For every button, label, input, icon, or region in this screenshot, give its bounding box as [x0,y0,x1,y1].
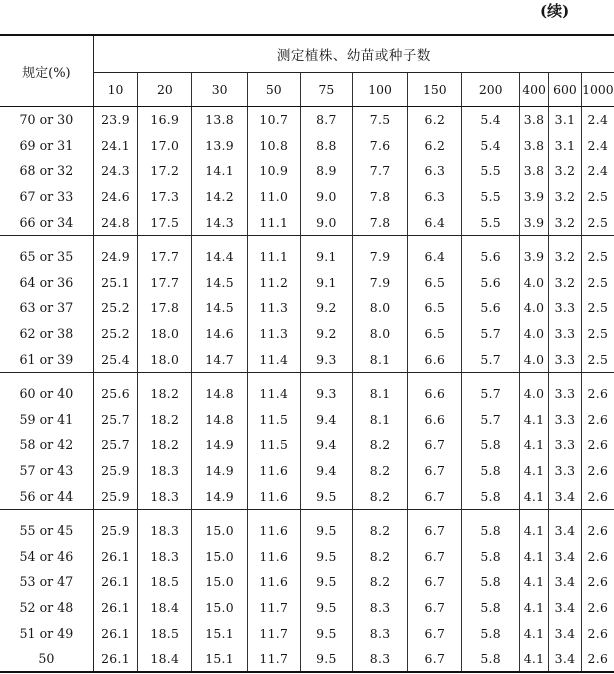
count-header: 20 [138,73,192,107]
table-cell: 6.2 [408,107,462,133]
tolerance-table [0,34,614,673]
table-cell: 7.8 [352,184,407,210]
table-cell: 2.6 [587,599,609,615]
table-cell: 5.4 [462,133,519,159]
table-row [0,569,614,595]
table-cell: 2.4 [587,137,609,153]
table-cell: 6.4 [408,235,462,269]
table-cell: 25.9 [93,509,137,543]
table-cell: 26.1 [93,544,137,570]
table-cell: 3.2 [549,270,582,296]
table-cell: 25.9 [93,483,137,509]
table-cell: 3.4 [549,569,582,595]
table-cell: 3.3 [549,321,582,347]
row-spec: 67 or 33 [0,184,93,210]
row-spec: 51 or 49 [0,620,93,646]
table-cell: 11.3 [247,295,300,321]
count-header: 600 [549,73,582,107]
table-cell: 5.8 [462,432,519,458]
table-cell: 8.3 [352,646,407,673]
table-cell: 18.3 [138,483,192,509]
row-spec: 68 or 32 [0,158,93,184]
row-spec: 52 or 48 [0,595,93,621]
row-spec: 60 or 40 [0,372,93,406]
table-cell: 4.1 [519,646,548,673]
table-cell: 2.4 [587,163,609,179]
table-cell: 11.7 [247,646,300,673]
row-spec: 66 or 34 [0,209,93,235]
row-spec: 61 or 39 [0,346,93,372]
table-cell: 6.7 [408,458,462,484]
table-cell: 13.9 [192,133,247,159]
table-cell: 3.8 [519,133,548,159]
table-row [0,509,614,543]
table-cell: 18.4 [138,646,192,673]
table-cell: 9.3 [300,346,352,372]
table-cell: 3.4 [549,646,582,673]
table-cell: 4.1 [519,544,548,570]
table-cell: 23.9 [93,107,137,133]
table-cell: 3.4 [549,483,582,509]
table-cell: 6.7 [408,544,462,570]
table-cell: 9.0 [300,209,352,235]
table-row [0,107,614,133]
table-cell: 6.7 [408,483,462,509]
table-cell: 26.1 [93,569,137,595]
table-cell: 14.9 [192,483,247,509]
table-cell: 6.5 [408,270,462,296]
table-row [0,235,614,269]
table-cell: 6.7 [408,646,462,673]
table-cell: 25.6 [93,372,137,406]
table-cell: 6.5 [408,321,462,347]
table-cell: 18.4 [138,595,192,621]
table-cell: 2.6 [581,483,614,509]
table-cell: 11.1 [247,235,300,269]
table-cell: 5.8 [462,595,519,621]
table-cell: 6.6 [408,407,462,433]
table-row [0,620,614,646]
table-cell: 10.9 [247,158,300,184]
table-cell: 9.4 [300,407,352,433]
table-cell: 14.8 [192,372,247,406]
table-cell: 24.3 [93,158,137,184]
table-cell: 9.0 [300,184,352,210]
table-cell: 4.1 [519,483,548,509]
table-row [0,321,614,347]
table-cell: 25.7 [93,407,137,433]
table-cell: 14.2 [192,184,247,210]
table-cell: 2.5 [587,249,609,265]
table-cell: 24.6 [93,184,137,210]
count-header: 10 [93,73,137,107]
table-cell: 7.6 [352,133,407,159]
table-cell: 2.6 [587,411,609,427]
table-cell: 5.8 [462,509,519,543]
table-cell: 18.2 [138,372,192,406]
table-cell: 17.7 [138,235,192,269]
table-cell: 8.1 [352,346,407,372]
table-row [0,133,614,159]
table-cell: 2.5 [587,189,609,205]
table-cell: 2.6 [587,523,609,539]
table-cell: 6.2 [408,133,462,159]
table-cell: 9.4 [300,432,352,458]
table-cell: 6.3 [408,184,462,210]
table-cell: 5.5 [462,184,519,210]
table-cell: 4.1 [519,432,548,458]
table-cell: 9.5 [300,620,352,646]
table-cell: 14.3 [192,209,247,235]
table-cell: 3.2 [549,184,582,210]
table-cell: 8.0 [352,295,407,321]
row-spec: 70 or 30 [0,107,93,133]
table-cell: 5.4 [462,107,519,133]
table-cell: 14.1 [192,158,247,184]
table-row [0,158,614,184]
table-row [0,544,614,570]
table-cell: 11.6 [247,509,300,543]
count-header: 1000 [581,73,614,107]
table-cell: 14.5 [192,295,247,321]
table-cell: 9.2 [300,321,352,347]
table-cell: 15.0 [192,544,247,570]
table-cell: 5.8 [462,569,519,595]
table-cell: 25.7 [93,432,137,458]
table-cell: 15.1 [192,620,247,646]
row-spec: 64 or 36 [0,270,93,296]
table-cell: 6.7 [408,509,462,543]
table-cell: 11.4 [247,372,300,406]
row-spec: 55 or 45 [0,509,93,543]
table-cell: 8.7 [300,107,352,133]
table-cell: 4.1 [519,509,548,543]
table-cell: 4.1 [519,569,548,595]
table-row [0,646,614,673]
table-cell: 14.8 [192,407,247,433]
table-cell: 5.8 [462,646,519,673]
table-cell: 5.7 [462,407,519,433]
row-spec: 69 or 31 [0,133,93,159]
count-header: 200 [462,73,519,107]
table-cell: 3.8 [519,158,548,184]
table-cell: 8.0 [352,321,407,347]
table-cell: 8.9 [300,158,352,184]
table-cell: 8.3 [352,595,407,621]
table-cell: 2.6 [587,386,609,402]
table-cell: 2.6 [587,437,609,453]
table-cell: 24.9 [93,235,137,269]
table-cell: 26.1 [93,595,137,621]
table-cell: 17.7 [138,270,192,296]
table-cell: 11.6 [247,483,300,509]
table-cell: 13.8 [192,107,247,133]
row-spec: 54 or 46 [0,544,93,570]
table-cell: 14.4 [192,235,247,269]
table-cell: 14.5 [192,270,247,296]
table-cell: 3.4 [549,595,582,621]
table-cell: 6.4 [408,209,462,235]
continued-label: (续) [540,2,570,20]
table-cell: 6.7 [408,620,462,646]
table-cell: 14.9 [192,458,247,484]
table-cell: 5.7 [462,346,519,372]
row-spec: 58 or 42 [0,432,93,458]
table-cell: 3.3 [549,458,582,484]
table-cell: 25.4 [93,346,137,372]
table-cell: 9.4 [300,458,352,484]
table-cell: 5.7 [462,372,519,406]
table-cell: 9.1 [300,270,352,296]
table-cell: 3.3 [549,407,582,433]
table-cell: 7.7 [352,158,407,184]
table-cell: 26.1 [93,620,137,646]
table-cell: 3.3 [549,295,582,321]
count-header: 100 [352,73,407,107]
table-cell: 6.7 [408,432,462,458]
table-cell: 9.5 [300,569,352,595]
table-cell: 8.1 [352,372,407,406]
table-cell: 10.7 [247,107,300,133]
table-cell: 9.5 [300,646,352,673]
table-cell: 3.2 [549,209,582,235]
table-cell: 8.2 [352,483,407,509]
table-cell: 15.1 [192,646,247,673]
spec-header: 规定(%) [0,35,93,107]
table-cell: 8.2 [352,458,407,484]
table-cell: 18.5 [138,620,192,646]
table-row [0,295,614,321]
table-cell: 9.5 [300,483,352,509]
table-cell: 6.7 [408,595,462,621]
table-cell: 17.3 [138,184,192,210]
row-spec: 53 or 47 [0,569,93,595]
table-cell: 2.6 [587,574,609,590]
table-cell: 25.2 [93,295,137,321]
table-cell: 7.5 [352,107,407,133]
table-cell: 4.0 [519,372,548,406]
table-cell: 18.3 [138,458,192,484]
count-header: 400 [519,73,548,107]
table-cell: 2.6 [587,625,609,641]
table-cell: 7.9 [352,270,407,296]
table-cell: 6.7 [408,569,462,595]
table-cell: 8.3 [352,620,407,646]
table-cell: 11.1 [247,209,300,235]
table-cell: 3.4 [549,509,582,543]
row-spec: 62 or 38 [0,321,93,347]
table-cell: 3.8 [519,107,548,133]
table-cell: 14.6 [192,321,247,347]
table-cell: 18.2 [138,432,192,458]
table-cell: 7.9 [352,235,407,269]
row-spec: 65 or 35 [0,235,93,269]
table-cell: 11.2 [247,270,300,296]
table-cell: 10.8 [247,133,300,159]
table-cell: 6.5 [408,295,462,321]
table-cell: 14.9 [192,432,247,458]
table-cell: 11.6 [247,544,300,570]
table-cell: 3.3 [549,372,582,406]
count-header: 30 [192,73,247,107]
table-cell: 26.1 [93,646,137,673]
table-row [0,458,614,484]
table-cell: 3.3 [549,432,582,458]
table-header [0,35,614,107]
table-cell: 11.6 [247,458,300,484]
table-cell: 11.0 [247,184,300,210]
table-cell: 17.8 [138,295,192,321]
table-cell: 9.5 [300,544,352,570]
count-header: 50 [247,73,300,107]
table-row [0,346,614,372]
table-cell: 6.3 [408,158,462,184]
table-cell: 2.4 [587,112,609,128]
row-spec: 57 or 43 [0,458,93,484]
table-cell: 18.0 [138,346,192,372]
table-cell: 4.0 [519,270,548,296]
table-cell: 3.1 [549,133,582,159]
table-body [0,107,614,673]
table-cell: 15.0 [192,509,247,543]
table-cell: 5.8 [462,458,519,484]
table-cell: 6.6 [408,372,462,406]
table-cell: 2.5 [581,209,614,235]
table-cell: 11.4 [247,346,300,372]
table-cell: 24.8 [93,209,137,235]
count-header: 150 [408,73,462,107]
row-spec: 50 [0,646,93,673]
table-cell: 18.5 [138,569,192,595]
table-cell: 4.1 [519,620,548,646]
table-cell: 5.7 [462,321,519,347]
table-cell: 11.3 [247,321,300,347]
table-cell: 3.9 [519,209,548,235]
table-cell: 3.9 [519,184,548,210]
table-cell: 5.8 [462,620,519,646]
table-cell: 18.2 [138,407,192,433]
table-cell: 3.9 [519,235,548,269]
table-cell: 9.3 [300,372,352,406]
table-cell: 8.2 [352,509,407,543]
table-cell: 2.6 [581,646,614,673]
table-cell: 11.5 [247,432,300,458]
table-cell: 2.5 [587,274,609,290]
table-cell: 2.6 [587,548,609,564]
table-cell: 3.4 [549,544,582,570]
table-row [0,432,614,458]
table-cell: 18.3 [138,544,192,570]
table-cell: 5.6 [462,235,519,269]
table-cell: 15.0 [192,569,247,595]
table-cell: 2.6 [587,463,609,479]
table-cell: 17.2 [138,158,192,184]
table-row [0,372,614,406]
table-cell: 8.2 [352,544,407,570]
table-cell: 3.1 [549,107,582,133]
table-cell: 25.1 [93,270,137,296]
table-cell: 9.2 [300,295,352,321]
row-spec: 59 or 41 [0,407,93,433]
table-cell: 11.7 [247,595,300,621]
table-cell: 24.1 [93,133,137,159]
table-cell: 2.5 [581,346,614,372]
table-cell: 4.1 [519,458,548,484]
table-row [0,209,614,235]
table-cell: 9.5 [300,509,352,543]
table-row [0,483,614,509]
table-cell: 3.3 [549,346,582,372]
table-row [0,270,614,296]
table-cell: 3.2 [549,158,582,184]
table-cell: 25.2 [93,321,137,347]
count-header: 75 [300,73,352,107]
table-cell: 11.6 [247,569,300,595]
table-cell: 5.8 [462,544,519,570]
table-cell: 18.0 [138,321,192,347]
table-cell: 15.0 [192,595,247,621]
table-cell: 5.8 [462,483,519,509]
table-cell: 3.4 [549,620,582,646]
table-cell: 4.0 [519,346,548,372]
table-cell: 7.8 [352,209,407,235]
table-cell: 8.1 [352,407,407,433]
table-row [0,407,614,433]
table-row [0,595,614,621]
table-cell: 25.9 [93,458,137,484]
table-cell: 5.6 [462,295,519,321]
group-header: 测定植株、幼苗或种子数 [93,35,614,73]
table-cell: 2.5 [587,326,609,342]
table-cell: 6.6 [408,346,462,372]
row-spec: 56 or 44 [0,483,93,509]
table-cell: 14.7 [192,346,247,372]
row-spec: 63 or 37 [0,295,93,321]
table-cell: 3.2 [549,235,582,269]
table-cell: 8.8 [300,133,352,159]
table-cell: 8.2 [352,569,407,595]
table-cell: 5.5 [462,209,519,235]
table-cell: 16.9 [138,107,192,133]
table-cell: 18.3 [138,509,192,543]
table-row [0,184,614,210]
table-cell: 11.5 [247,407,300,433]
table-cell: 17.5 [138,209,192,235]
table-cell: 5.5 [462,158,519,184]
table-cell: 17.0 [138,133,192,159]
table-cell: 8.2 [352,432,407,458]
table-cell: 4.1 [519,595,548,621]
table-cell: 11.7 [247,620,300,646]
table-cell: 9.5 [300,595,352,621]
table-cell: 4.0 [519,295,548,321]
table-cell: 9.1 [300,235,352,269]
table-cell: 5.6 [462,270,519,296]
table-cell: 4.1 [519,407,548,433]
table-cell: 4.0 [519,321,548,347]
table-cell: 2.5 [587,300,609,316]
